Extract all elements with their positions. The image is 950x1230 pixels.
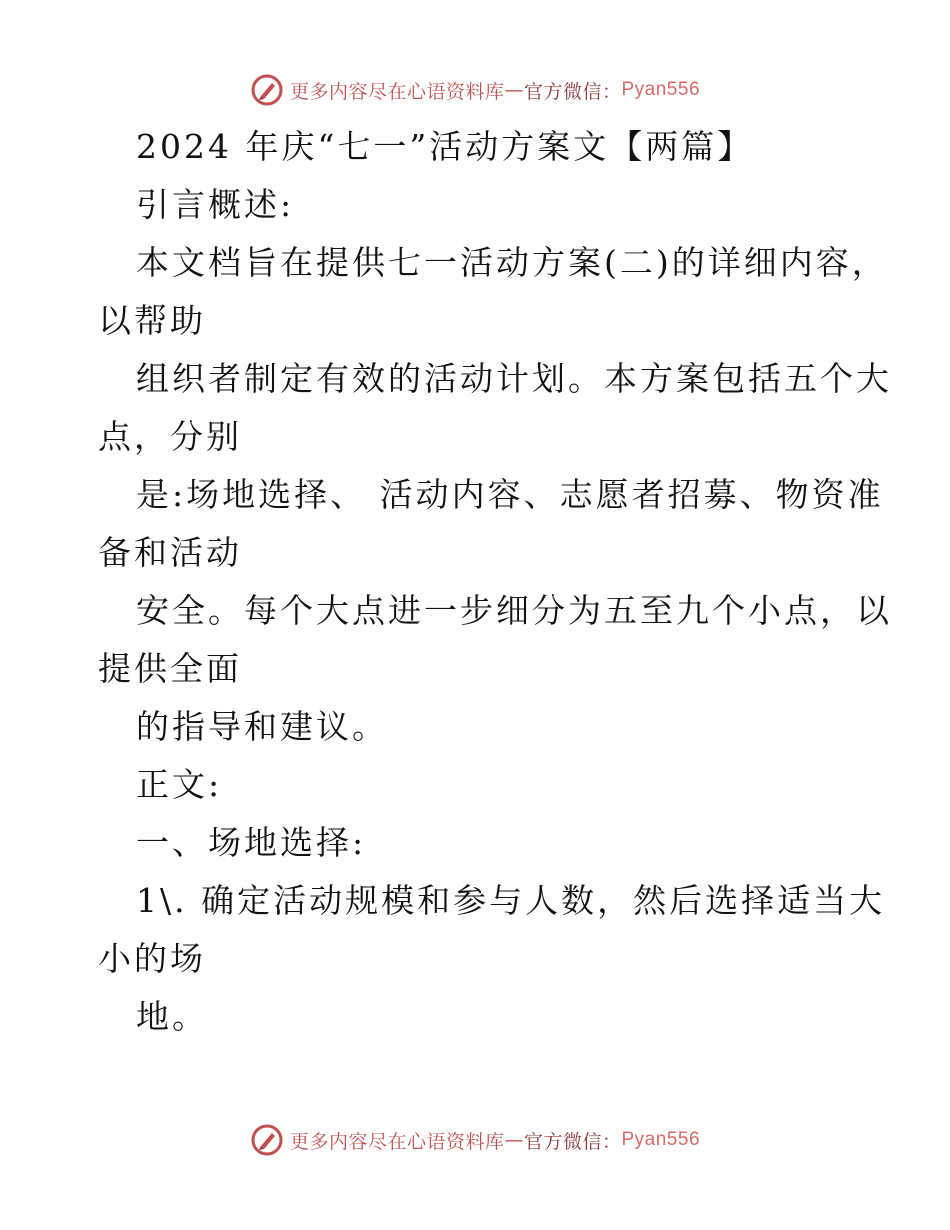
- watermark-separator: —: [504, 1129, 524, 1151]
- pen-logo-icon: [250, 1123, 284, 1157]
- header-watermark: [0, 72, 950, 108]
- document-line: 以帮助: [98, 301, 206, 340]
- document-line: 的指导和建议。: [136, 707, 388, 746]
- document-line: 组织者制定有效的活动计划。本方案包括五个大: [136, 359, 892, 398]
- pen-logo-icon: [250, 73, 284, 107]
- document-line: 地。: [136, 997, 208, 1036]
- watermark-label: 官方微信：: [523, 80, 622, 103]
- document-line: 正文:: [136, 765, 223, 804]
- document-line: 安全。每个大点进一步细分为五至九个小点，以: [136, 591, 892, 630]
- watermark-label: 官方微信：: [523, 1130, 622, 1153]
- watermark-text: [290, 77, 700, 104]
- watermark-id: Pyan556: [621, 1129, 701, 1150]
- watermark-text: [290, 1127, 700, 1154]
- document-line: 提供全面: [98, 649, 242, 688]
- document-line: 点，分别: [98, 417, 242, 456]
- document-line: 一、场地选择:: [136, 823, 367, 862]
- document-line: 是:场地选择、 活动内容、志愿者招募、物资准: [136, 475, 884, 514]
- watermark-id: Pyan556: [621, 79, 701, 100]
- document-line: 备和活动: [98, 533, 242, 572]
- document-body: [98, 118, 892, 1046]
- document-line: 1\. 确定活动规模和参与人数，然后选择适当大: [136, 881, 886, 920]
- watermark-main: 更多内容尽在心语资料库: [289, 1130, 505, 1153]
- watermark-main: 更多内容尽在心语资料库: [289, 80, 505, 103]
- document-line: 本文档旨在提供七一活动方案(二)的详细内容，: [136, 243, 888, 282]
- footer-watermark: [0, 1122, 950, 1158]
- document-line: 小的场: [98, 939, 206, 978]
- watermark-separator: —: [504, 79, 524, 101]
- document-line: 2024 年庆“七一”活动方案文【两篇】: [136, 127, 754, 166]
- document-line: 引言概述:: [136, 185, 295, 224]
